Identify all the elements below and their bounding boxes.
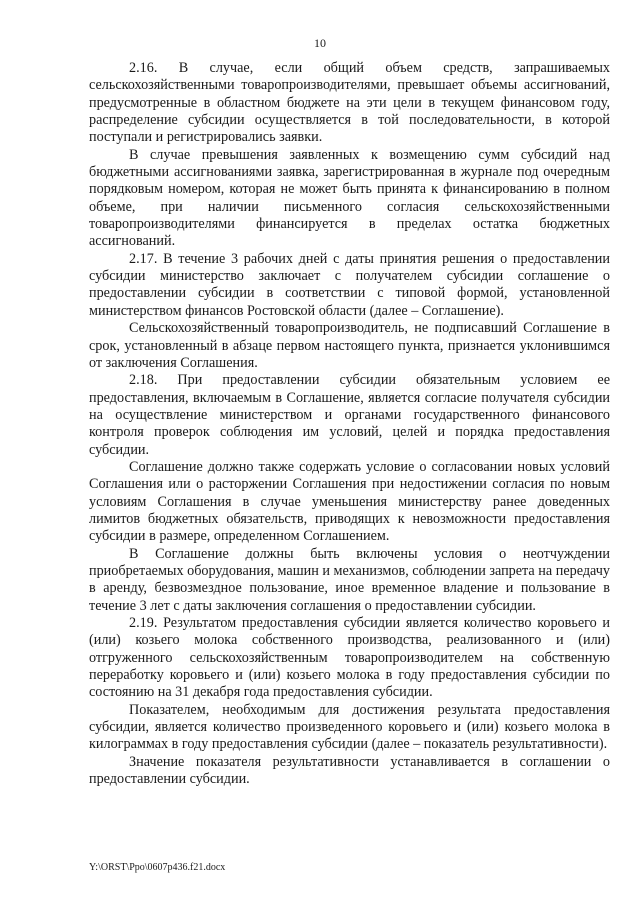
paragraph-2-17: 2.17. В течение 3 рабочих дней с даты принятия решения о предоставлении субсидии министерство заключает с получателем субсидии соглашение о предоставлении субсидии в соответствии с типовой формой, установленной министерством финансов Ростовской области (далее – Соглашение). <box>89 250 610 319</box>
footer-file-path: Y:\ORST\Ppo\0607p436.f21.docx <box>89 862 226 873</box>
paragraph-2-16-excess: В случае превышения заявленных к возмещению сумм субсидий над бюджетными ассигнованиями заявка, зарегистрированная в журнале под очередным порядковым номером, которая не может быть принята к финансированию в полном объеме, при наличии письменного согласия сельскохозяйственными товаропроизводителями финансируется в пределах остатка бюджетных ассигнований. <box>89 146 610 250</box>
paragraph-2-19-indicator: Показателем, необходимым для достижения результата предоставления субсидии, является количество произведенного коровьего и (или) козьего молока в килограммах в году предоставления субсидии (далее – показатель результативности). <box>89 701 610 753</box>
paragraph-2-19-indicator-value: Значение показателя результативности устанавливается в соглашении о предоставлении субсидии. <box>89 753 610 788</box>
page-number: 10 <box>314 36 326 50</box>
paragraph-2-19: 2.19. Результатом предоставления субсидии является количество коровьего и (или) козьего молока собственного производства, реализованного и (или) отгруженного сельскохозяйственным товаропроизводителем на собственную переработку коровьего и (или) козьего молока в году предоставления субсидии по состоянию на 31 декабря года предоставления субсидии. <box>89 615 610 701</box>
paragraph-2-18-alienation: В Соглашение должны быть включены условия о неотчуждении приобретаемых оборудования, машин и механизмов, соблюдении запрета на передачу в аренду, безвозмездное пользование, иное временное владение и пользование в течение 3 лет с даты заключения соглашения о предоставлении субсидии. <box>89 545 610 614</box>
paragraph-2-17-evasion: Сельскохозяйственный товаропроизводитель, не подписавший Соглашение в срок, установленный в абзаце первом настоящего пункта, признается уклонившимся от заключения Соглашения. <box>89 320 610 371</box>
paragraph-2-18: 2.18. При предоставлении субсидии обязательным условием ее предоставления, включаемым в Соглашение, является согласие получателя субсидии на осуществление министерством и органами государственного финансового контроля проверок соблюдения им условий, целей и порядка предоставления субсидии. <box>89 372 610 458</box>
document-body <box>89 60 610 788</box>
paragraph-2-18-agreement-terms: Соглашение должно также содержать условие о согласовании новых условий Соглашения или о расторжении Соглашения при недостижении согласия по новым условиям Соглашения в случае уменьшения министерству ранее доведенных лимитов бюджетных обязательств, приводящих к невозможности предоставления субсидии в размере, определенном Соглашением. <box>89 458 610 545</box>
paragraph-2-16: 2.16. В случае, если общий объем средств, запрашиваемых сельскохозяйственными товаропроизводителями, превышает объемы ассигнований, предусмотренные в областном бюджете на эти цели в текущем финансовом году, распределение субсидии осуществляется в той последовательности, в которой поступали и регистрировались заявки. <box>89 60 610 146</box>
